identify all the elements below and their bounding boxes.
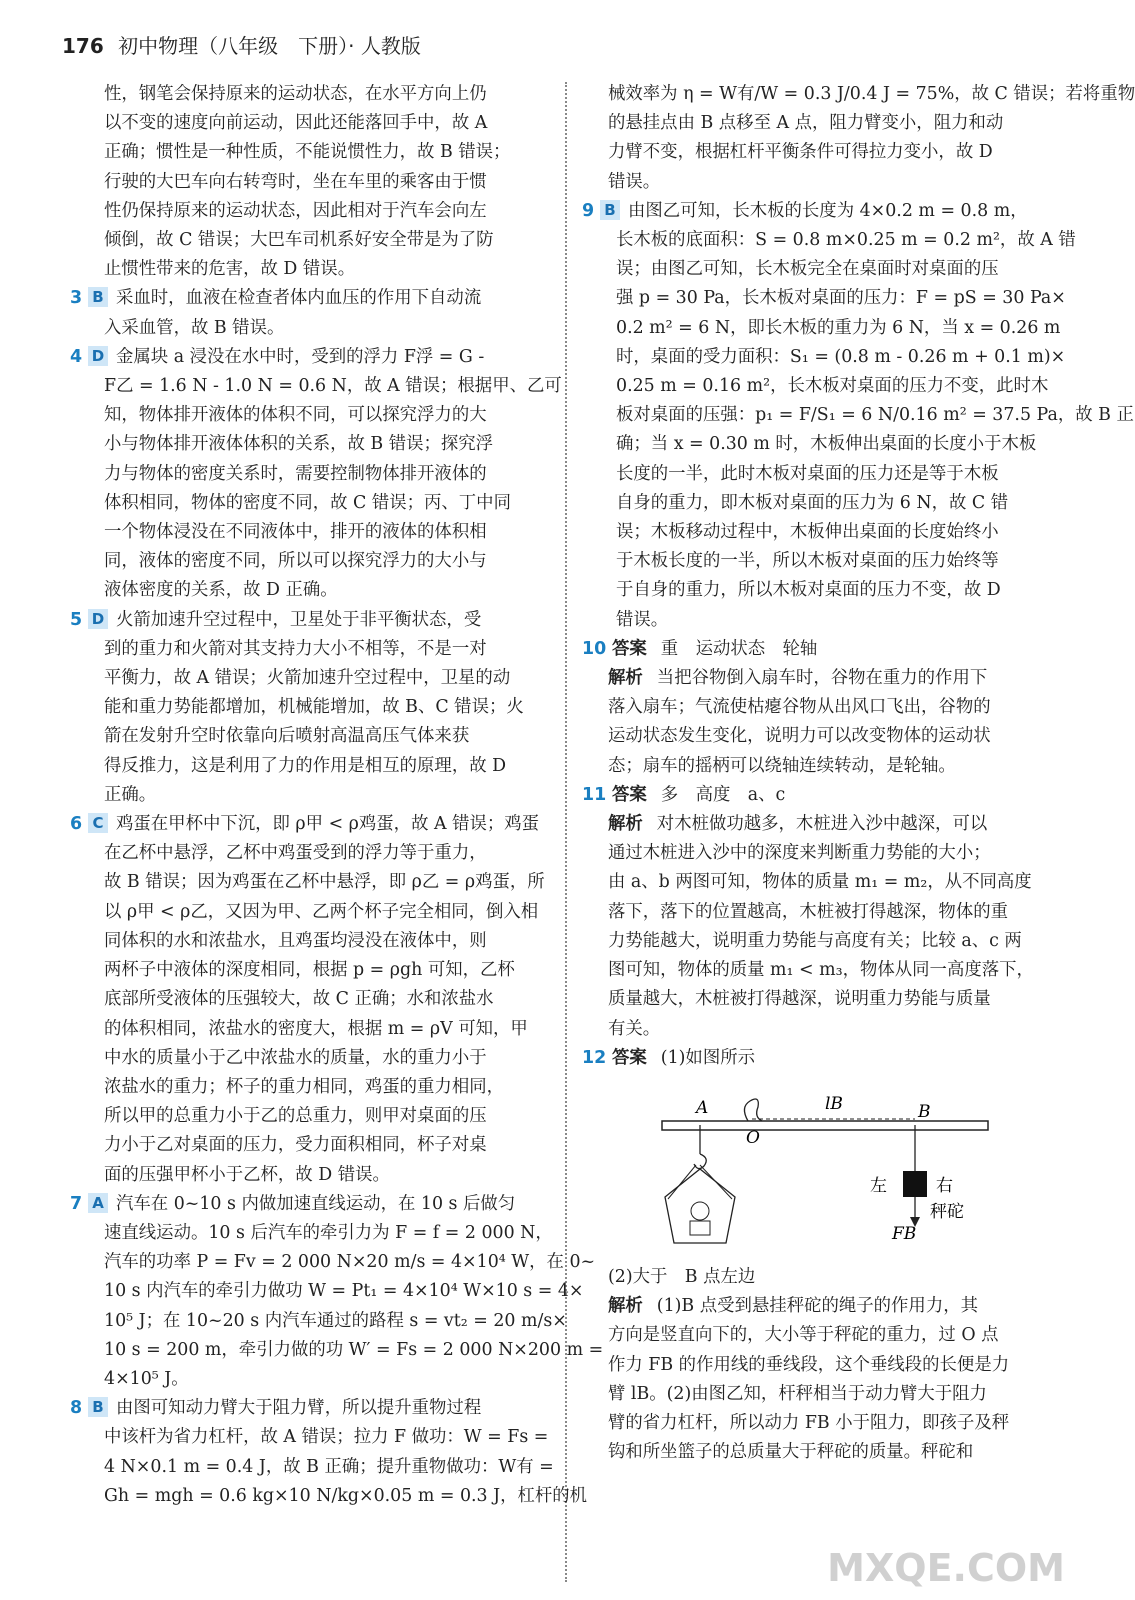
text-line (582, 284, 1066, 313)
line-text: 力臂不变，根据杠杆平衡条件可得拉力变小，故 D (608, 142, 993, 163)
text-line (582, 1351, 1050, 1380)
line-text: 体积相同，物体的密度不同，故 C 错误；丙、丁中同 (104, 492, 511, 513)
line-text: 误；由图乙可知，长木板完全在桌面时对桌面的压 (616, 259, 999, 280)
line-text: 运动状态发生变化，说明力可以改变物体的运动状 (608, 726, 991, 747)
line-text: 到的重力和火箭对其支持力大小不相等，不是一对 (104, 638, 487, 659)
line-text: 性，钢笔会保持原来的运动状态，在水平方向上仍 (104, 84, 487, 104)
text-line (582, 1292, 1050, 1321)
text-line (582, 80, 1135, 109)
text-line (582, 138, 1050, 167)
text-line (70, 430, 548, 459)
line-text: 错误。 (616, 609, 669, 630)
line-text: 速直线运动。10 s 后汽车的牵引力为 F = f = 2 000 N， (104, 1222, 553, 1243)
text-line (582, 343, 1066, 372)
text-line (70, 547, 548, 576)
text-line (70, 372, 562, 401)
line-text: 态；扇车的摇柄可以绕轴连续转动，是轮轴。 (608, 755, 956, 776)
question-number: 4 (70, 346, 83, 367)
line-text: 的悬挂点由 B 点移至 A 点，阻力臂变小，阻力和动 (608, 113, 1004, 134)
line-text: 浓盐水的重力；杯子的重力相同，鸡蛋的重力相同， (104, 1076, 504, 1097)
text-line (582, 868, 1050, 897)
text-line (70, 226, 548, 255)
line-text: 性仍保持原来的运动状态，因此相对于汽车会向左 (104, 200, 487, 221)
text-line (70, 868, 548, 897)
analysis-label: 解析 (608, 814, 643, 835)
text-line (582, 722, 1050, 751)
answer-badge: B (600, 200, 620, 220)
text-line (70, 80, 548, 109)
line-text: 由 a、b 两图可知，物体的质量 m₁ = m₂，从不同高度 (608, 872, 1032, 893)
text-line (582, 1438, 1050, 1467)
line-text: 力与物体的密度关系时，需要控制物体排开液体的 (104, 463, 487, 484)
line-text: 长度的一半，此时木板对桌面的压力还是等于木板 (616, 463, 999, 484)
figure-label-right: 右 (936, 1175, 953, 1196)
line-text: 以不变的速度向前运动，因此还能落回手中，故 A (104, 113, 488, 134)
line-text: 能和重力势能都增加，机械能增加，故 B、C 错误；火 (104, 697, 524, 718)
figure-label-fb: FB (892, 1223, 917, 1244)
text-line (582, 168, 1050, 197)
text-line (582, 576, 1050, 605)
question-number: 10 (582, 638, 607, 659)
text-line (70, 956, 548, 985)
answer-line (582, 635, 1050, 664)
line-text: 错误。 (608, 171, 661, 192)
text-line (70, 1102, 548, 1131)
line-text: 当把谷物倒入扇车时，谷物在重力的作用下 (656, 668, 988, 689)
text-line (70, 1482, 588, 1511)
question-number: 6 (70, 814, 83, 835)
text-line (70, 839, 548, 868)
line-text: 落入扇车；气流使枯瘪谷物从出风口飞出，谷物的 (608, 697, 991, 718)
line-text: 汽车在 0~10 s 内做加速直线运动，在 10 s 后做匀 (116, 1193, 516, 1214)
answer-label: 答案 (612, 638, 647, 659)
line-text: 有关。 (608, 1018, 661, 1039)
line-text: 故 B 错误；因为鸡蛋在乙杯中悬浮，即 ρ乙 = ρ鸡蛋，所 (104, 872, 545, 893)
text-line (70, 1423, 548, 1452)
line-text: 止惯性带来的危害，故 D 错误。 (104, 259, 356, 280)
question-number: 7 (70, 1193, 83, 1214)
question-number: 12 (582, 1047, 607, 1068)
book-title: 初中物理（八年级 下册）· 人教版 (118, 34, 421, 58)
text-line (582, 430, 1050, 459)
line-text: 同体积的水和浓盐水，且鸡蛋均浸没在液体中，则 (104, 930, 487, 951)
line-text: 中该杆为省力杠杆，故 A 错误；拉力 F 做功：W = Fs = (104, 1427, 549, 1448)
text-line (70, 664, 548, 693)
text-line (70, 606, 548, 635)
text-line (582, 197, 1050, 226)
line-text: 力势能越大，说明重力势能与高度有关；比较 a、c 两 (608, 930, 1022, 951)
text-line (70, 168, 548, 197)
line-text: 强 p = 30 Pa，长木板对桌面的压力：F = pS = 30 Pa× (616, 288, 1066, 309)
text-line (70, 1453, 554, 1482)
question-number: 8 (70, 1398, 83, 1419)
answer-text: (1)如图所示 (660, 1047, 755, 1068)
line-text: 知，物体排开液体的体积不同，可以探究浮力的大 (104, 405, 487, 426)
steelyard-diagram (660, 1079, 1000, 1259)
line-text: 面的压强甲杯小于乙杯，故 D 错误。 (104, 1164, 390, 1185)
line-text: 液体密度的关系，故 D 正确。 (104, 580, 338, 601)
figure-label-o: O (746, 1127, 760, 1148)
line-text: 平衡力，故 A 错误；火箭加速升空过程中，卫星的动 (104, 668, 511, 689)
line-text: 0.25 m = 0.16 m²，长木板对桌面的压力不变，此时木 (616, 376, 1049, 397)
text-line (70, 1219, 553, 1248)
text-line (70, 1015, 548, 1044)
line-text: 于自身的重力，所以木板对桌面的压力不变，故 D (616, 580, 1001, 601)
text-line (582, 839, 1050, 868)
line-text: 确；当 x = 0.30 m 时，木板伸出桌面的长度小于木板 (616, 434, 1037, 455)
watermark: MXQE.COM (827, 1546, 1065, 1590)
text-line (70, 489, 548, 518)
line-text: 两杯子中液体的深度相同，根据 p = ρgh 可知，乙杯 (104, 960, 515, 981)
line-text: 鸡蛋在甲杯中下沉，即 ρ甲 < ρ鸡蛋，故 A 错误；鸡蛋 (116, 814, 540, 835)
figure-label-weight: 秤砣 (930, 1201, 964, 1222)
text-line (70, 255, 548, 284)
text-line (70, 284, 548, 313)
text-line (70, 1277, 584, 1306)
line-text: 同，液体的密度不同，所以可以探究浮力的大小与 (104, 551, 487, 572)
line-text: 对木桩做功越多，木桩进入沙中越深，可以 (656, 814, 988, 835)
text-line (70, 898, 548, 927)
analysis-label: 解析 (608, 668, 643, 689)
line-text: 入采血管，故 B 错误。 (104, 317, 285, 338)
line-text: 小与物体排开液体体积的关系，故 B 错误；探究浮 (104, 434, 494, 455)
answer-line (582, 1044, 1050, 1073)
line-text: 自身的重力，即木板对桌面的压力为 6 N，故 C 错 (616, 492, 1009, 513)
line-text: 质量越大，木桩被打得越深，说明重力势能与质量 (608, 989, 991, 1010)
line-text: 时，桌面的受力面积：S₁ = (0.8 m - 0.26 m + 0.1 m)× (616, 346, 1066, 367)
line-text: F乙 = 1.6 N - 1.0 N = 0.6 N，故 A 错误；根据甲、乙可 (104, 376, 562, 397)
line-text: 臂 lB。(2)由图乙知，杆秤相当于动力臂大于阻力 (608, 1383, 987, 1404)
figure-label-lb: lB (825, 1093, 843, 1114)
text-line (70, 781, 548, 810)
line-text: 行驶的大巴车向右转弯时，坐在车里的乘客由于惯 (104, 171, 487, 192)
text-line (70, 576, 548, 605)
text-line (582, 693, 1050, 722)
question-number: 11 (582, 784, 607, 805)
line-text: 臂的省力杠杆，所以动力 FB 小于阻力，即孩子及秤 (608, 1412, 1010, 1433)
text-line (582, 372, 1050, 401)
text-line (70, 985, 548, 1014)
text-line (70, 1365, 548, 1394)
figure-label-b: B (918, 1101, 931, 1122)
line-text: 落下，落下的位置越高，木桩被打得越深，物体的重 (608, 901, 1008, 922)
text-line (582, 1015, 1050, 1044)
text-line (582, 1409, 1050, 1438)
text-line (582, 956, 1050, 985)
answer-label: 答案 (612, 784, 647, 805)
answer-badge: A (88, 1193, 108, 1213)
answer-badge: C (88, 813, 108, 833)
line-text: 火箭加速升空过程中，卫星处于非平衡状态，受 (116, 609, 482, 630)
answer-text: 多 高度 a、c (660, 784, 786, 805)
right-column (582, 80, 1135, 1467)
text-line (582, 1321, 1050, 1350)
line-text: 10 s = 200 m，牵引力做的功 W′ = Fs = 2 000 N×200 m = (104, 1339, 604, 1360)
line-text: 4 N×0.1 m = 0.4 J，故 B 正确；提升重物做功：W有 = (104, 1456, 554, 1477)
line-text: 由图可知动力臂大于阻力臂，所以提升重物过程 (116, 1398, 482, 1419)
answer-line-2: (2)大于 B 点左边 (608, 1266, 756, 1287)
line-text: 在乙杯中悬浮，乙杯中鸡蛋受到的浮力等于重力， (104, 843, 487, 864)
line-text: 底部所受液体的压强较大，故 C 正确；水和浓盐水 (104, 989, 494, 1010)
text-line (582, 927, 1050, 956)
text-line (582, 518, 1050, 547)
text-line (70, 197, 548, 226)
line-text: 方向是竖直向下的，大小等于秤砣的重力，过 O 点 (608, 1325, 999, 1346)
line-text: 正确；惯性是一种性质，不能说惯性力，故 B 错误； (104, 142, 511, 163)
text-line (582, 752, 1050, 781)
analysis-label: 解析 (608, 1296, 643, 1317)
text-line (70, 460, 548, 489)
page-number: 176 (62, 34, 104, 58)
text-line (70, 1248, 596, 1277)
line-text: 通过木桩进入沙中的深度来判断重力势能的大小； (608, 843, 991, 864)
text-line (70, 518, 548, 547)
text-line (582, 489, 1050, 518)
line-text: 金属块 a 浸没在水中时，受到的浮力 F浮 = G - (116, 346, 485, 367)
line-text: 4×10⁵ J。 (104, 1368, 189, 1389)
answer-badge: D (88, 609, 108, 629)
line-text: 的体积相同，浓盐水的密度大，根据 m = ρV 可知，甲 (104, 1018, 528, 1039)
line-text: 板对桌面的压强：p₁ = F/S₁ = 6 N/0.16 m² = 37.5 Pa，故 B 正 (616, 405, 1134, 426)
line-text: 0.2 m² = 6 N，即长木板的重力为 6 N，当 x = 0.26 m (616, 317, 1061, 338)
line-text: 于木板长度的一半，所以木板对桌面的压力始终等 (616, 551, 999, 572)
text-line (70, 109, 548, 138)
text-line (70, 1307, 567, 1336)
text-line (582, 109, 1050, 138)
text-line (70, 752, 548, 781)
line-text: 10⁵ J；在 10~20 s 内汽车通过的路程 s = vt₂ = 20 m/s× (104, 1310, 567, 1331)
text-line (582, 255, 1050, 284)
text-line (582, 1380, 1050, 1409)
question-number: 9 (582, 200, 595, 221)
answer-text: 重 运动状态 轮轴 (660, 638, 818, 659)
line-text: 汽车的功率 P = Fv = 2 000 N×20 m/s = 4×10⁴ W，在 0~ (104, 1252, 596, 1273)
text-line (70, 722, 548, 751)
page-header (62, 30, 421, 59)
text-line (70, 1044, 548, 1073)
text-line (70, 1073, 548, 1102)
line-text: 图可知，物体的质量 m₁ < m₃，物体从同一高度落下， (608, 960, 1034, 981)
line-text: 所以甲的总重力小于乙的总重力，则甲对桌面的压 (104, 1106, 487, 1127)
text-line (582, 898, 1050, 927)
line-text: 箭在发射升空时依靠向后喷射高温高压气体来获 (104, 726, 470, 747)
text-line (70, 1394, 548, 1423)
figure-label-a: A (696, 1097, 709, 1118)
text-line (70, 635, 548, 664)
text-line (70, 138, 548, 167)
answer-badge: B (88, 1397, 108, 1417)
text-line (70, 314, 548, 343)
line-text: 械效率为 η = W有/W = 0.3 J/0.4 J = 75%，故 C 错误；若将重物 (608, 84, 1135, 104)
answer-label: 答案 (612, 1047, 647, 1068)
text-line (70, 343, 548, 372)
line-text: Gh = mgh = 0.6 kg×10 N/kg×0.05 m = 0.3 J，杠杆的机 (104, 1485, 588, 1506)
text-line (70, 693, 548, 722)
line-text: 10 s 内汽车的牵引力做功 W = Pt₁ = 4×10⁴ W×10 s = 4× (104, 1281, 584, 1302)
text-line (70, 810, 548, 839)
text-line (582, 547, 1050, 576)
line-text: (1)B 点受到悬挂秤砣的绳子的作用力，其 (656, 1296, 978, 1317)
figure-label-left: 左 (870, 1175, 887, 1196)
text-line (582, 401, 1134, 430)
question-number: 3 (70, 288, 83, 309)
line-text: 中水的质量小于乙中浓盐水的质量，水的重力小于 (104, 1047, 487, 1068)
answer-badge: B (88, 287, 108, 307)
text-line (70, 1190, 548, 1219)
text-line (582, 606, 1050, 635)
line-text: 钩和所坐篮子的总质量大于秤砣的质量。秤砣和 (608, 1442, 974, 1463)
line-text: 倾倒，故 C 错误；大巴车司机系好安全带是为了防 (104, 230, 494, 251)
text-line (582, 664, 1050, 693)
line-text: 力小于乙对桌面的压力，受力面积相同，杯子对桌 (104, 1135, 487, 1156)
line-text: 作力 FB 的作用线的垂线段，这个垂线段的长便是力 (608, 1354, 1010, 1375)
text-line (70, 1131, 548, 1160)
text-line (70, 1161, 548, 1190)
text-line (70, 401, 548, 430)
answer-badge: D (88, 346, 108, 366)
text-line (582, 985, 1050, 1014)
text-line (70, 927, 548, 956)
text-line (70, 1336, 604, 1365)
line-text: 由图乙可知，长木板的长度为 4×0.2 m = 0.8 m， (628, 200, 1028, 221)
line-text: 以 ρ甲 < ρ乙，又因为甲、乙两个杯子完全相同，倒入相 (104, 901, 539, 922)
line-text: 得反推力，这是利用了力的作用是相互的原理，故 D (104, 755, 507, 776)
text-line (582, 314, 1061, 343)
question-number: 5 (70, 609, 83, 630)
line-text: 一个物体浸没在不同液体中，排开的液体的体积相 (104, 522, 487, 543)
line-text: 误；木板移动过程中，木板伸出桌面的长度始终小 (616, 522, 999, 543)
line-text: 采血时，血液在检查者体内血压的作用下自动流 (116, 288, 482, 309)
text-line (582, 460, 1050, 489)
line-text: 长木板的底面积：S = 0.8 m×0.25 m = 0.2 m²，故 A 错 (616, 230, 1076, 251)
text-line (582, 810, 1050, 839)
answer-line (582, 781, 1050, 810)
text-line (582, 226, 1076, 255)
line-text: 正确。 (104, 784, 157, 805)
